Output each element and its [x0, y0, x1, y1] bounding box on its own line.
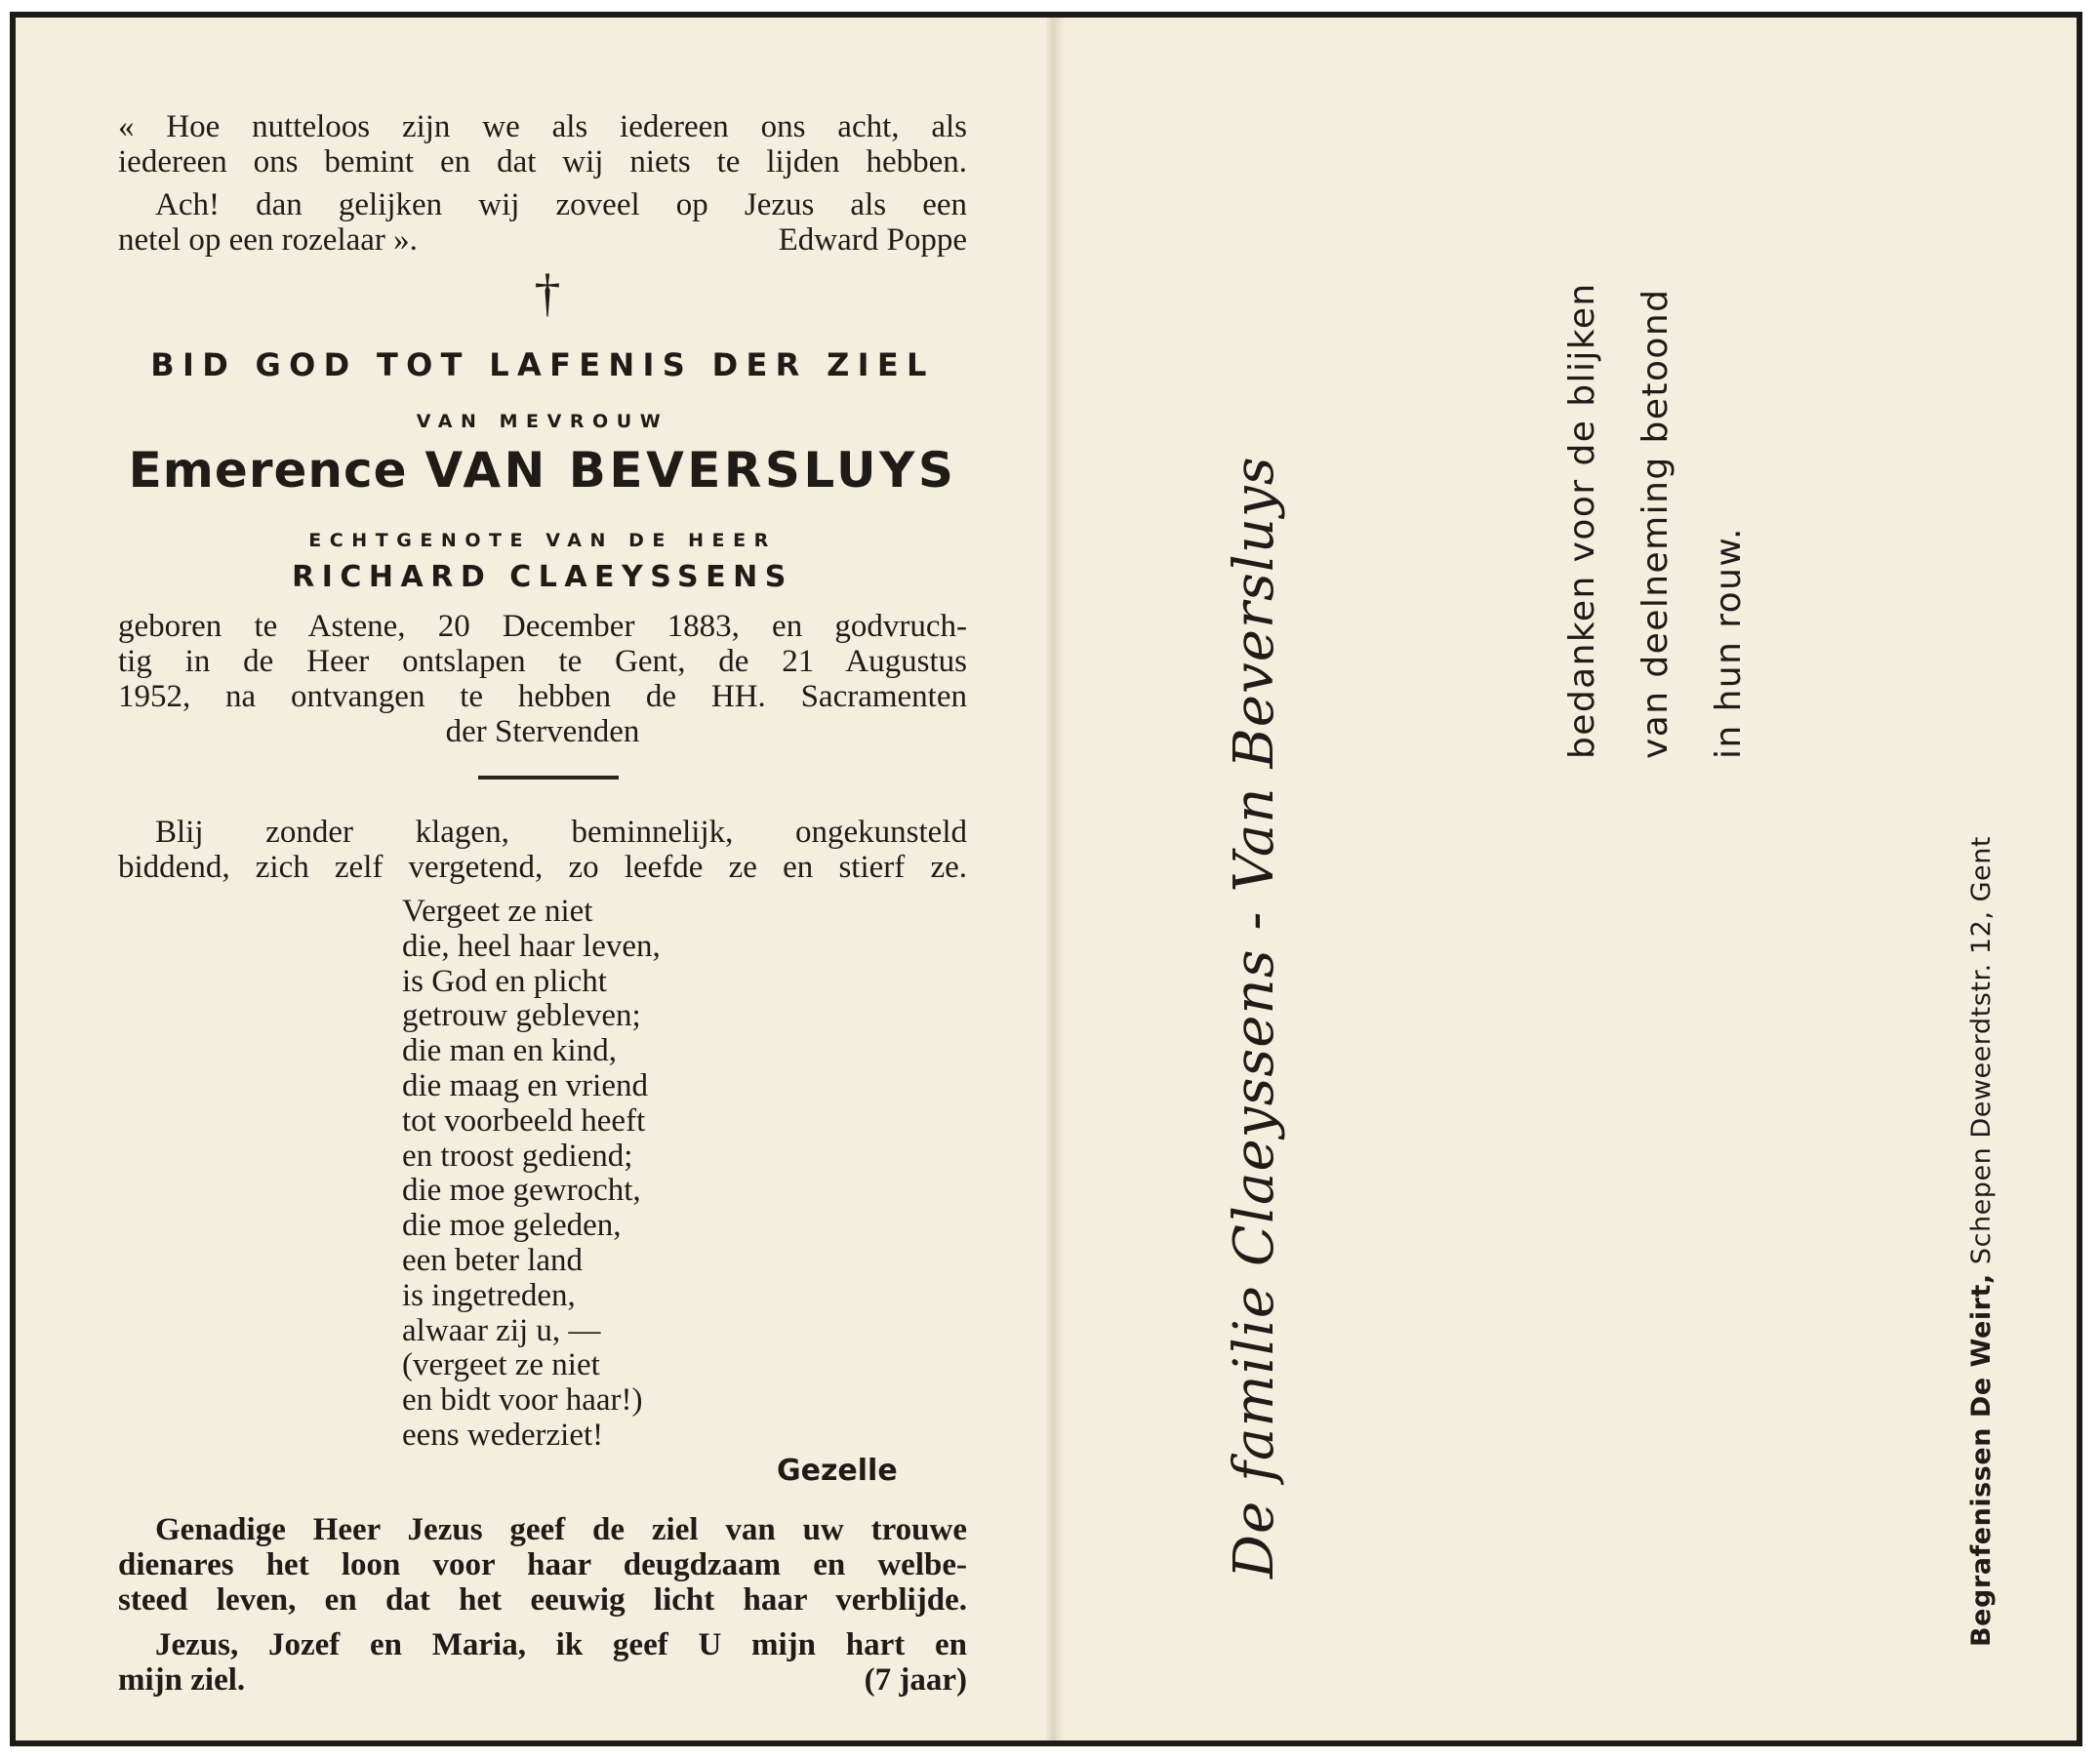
- intro-line-1: Blij zonder klagen, beminnelijk, ongekunsteld: [155, 815, 967, 850]
- family-name: De familie Claeyssens - Van Beversluys: [1223, 456, 1286, 1579]
- birth-line-2: tig in de Heer ontslapen te Gent, de 21 Augustus: [118, 644, 967, 679]
- right-panel: [1064, 18, 2077, 1740]
- intro-line-2: biddend, zich zelf vergetend, zo leefde ze en stierf ze.: [118, 850, 967, 885]
- quote-author: Edward Poppe: [778, 222, 967, 258]
- ejaculation-line-1: Jezus, Jozef en Maria, ik geef U mijn hart en: [155, 1627, 967, 1662]
- poem-line: getrouw gebleven;: [402, 998, 641, 1034]
- prayer-heading: BID GOD TOT LAFENIS DER ZIEL: [150, 346, 935, 383]
- poem-author: Gezelle: [777, 1454, 898, 1488]
- poem-line: is God en plicht: [402, 963, 607, 999]
- poem-line: en troost gediend;: [402, 1138, 633, 1174]
- poem-line: en bidt voor haar!): [402, 1382, 643, 1419]
- birth-line-1: geboren te Astene, 20 December 1883, en godvruch-: [118, 609, 967, 644]
- thanks-text: [1546, 282, 1765, 759]
- prayer-line-1: Genadige Heer Jezus geef de ziel van uw trouwe: [155, 1512, 967, 1547]
- deceased-surname: VAN BEVERSLUYS: [424, 442, 957, 499]
- intro-text: [118, 815, 967, 885]
- poem-line: die maag en vriend: [402, 1067, 648, 1103]
- left-panel: [16, 18, 1046, 1740]
- divider: [478, 776, 619, 780]
- poem-line: eens wederziet!: [402, 1417, 604, 1453]
- quote-line-4: netel op een rozelaar ».: [118, 222, 418, 258]
- quote-last-row: [118, 222, 967, 258]
- quote-line-2: iedereen ons bemint en dat wij niets te lijden hebben.: [118, 144, 967, 180]
- printer-imprint: [1966, 836, 1998, 1647]
- poem-line: tot voorbeeld heeft: [402, 1102, 646, 1139]
- thanks-line-3: in hun rouw.: [1709, 527, 1749, 759]
- ejaculation-prayer: [118, 1627, 967, 1698]
- indulgence-note: (7 jaar): [864, 1662, 967, 1698]
- deceased-first-name: Emerence: [128, 442, 408, 499]
- birth-line-3: 1952, na ontvangen te hebben de HH. Sacramenten: [118, 679, 967, 714]
- poem-line: een beter land: [402, 1242, 584, 1278]
- quote-continuation: [118, 187, 967, 258]
- poem-line: die moe gewrocht,: [402, 1173, 641, 1209]
- ejaculation-line-2: mijn ziel.: [118, 1662, 246, 1698]
- poem-line: die man en kind,: [402, 1033, 617, 1069]
- poem-line: is ingetreden,: [402, 1277, 576, 1313]
- opening-quote: [118, 109, 967, 180]
- thanks-line-1: bedanken voor de blijken: [1562, 282, 1602, 759]
- thanks-line-2: van deelneming betoond: [1636, 288, 1676, 759]
- poem-line: die moe geleden,: [402, 1208, 622, 1244]
- cross-icon: †: [534, 263, 561, 322]
- birth-line-4: der Stervenden: [445, 714, 640, 749]
- printer-name: Begrafenissen De Weirt,: [1966, 1273, 1997, 1647]
- poem-line: Vergeet ze niet: [402, 894, 593, 929]
- quote-line-3: Ach! dan gelijken wij zoveel op Jezus als een: [155, 187, 967, 222]
- poem-line: (vergeet ze niet: [402, 1347, 600, 1383]
- quote-line-1: « Hoe nutteloos zijn we als iedereen ons acht, als: [118, 109, 967, 144]
- deceased-name: [118, 441, 967, 500]
- birth-death-text: [118, 609, 967, 749]
- poem-line: die, heel haar leven,: [402, 928, 661, 964]
- poem-line: alwaar zij u, —: [402, 1312, 601, 1348]
- subheading: VAN MEVROUW: [416, 411, 669, 432]
- ejaculation-last-row: [118, 1662, 967, 1698]
- spouse-name: RICHARD CLAEYSSENS: [292, 560, 793, 594]
- poem: [402, 895, 661, 1454]
- printer-address: Schepen Deweerdtstr. 12, Gent: [1966, 836, 1997, 1265]
- spouse-label: ECHTGENOTE VAN DE HEER: [308, 530, 777, 551]
- prayer-line-3: steed leven, en dat het eeuwig licht haar verblijde.: [118, 1582, 967, 1618]
- card-fold: [1046, 18, 1064, 1740]
- memorial-card: [10, 12, 2082, 1746]
- prayer-line-2: dienares het loon voor haar deugdzaam en welbe-: [118, 1547, 967, 1582]
- prayer-text: [118, 1512, 967, 1618]
